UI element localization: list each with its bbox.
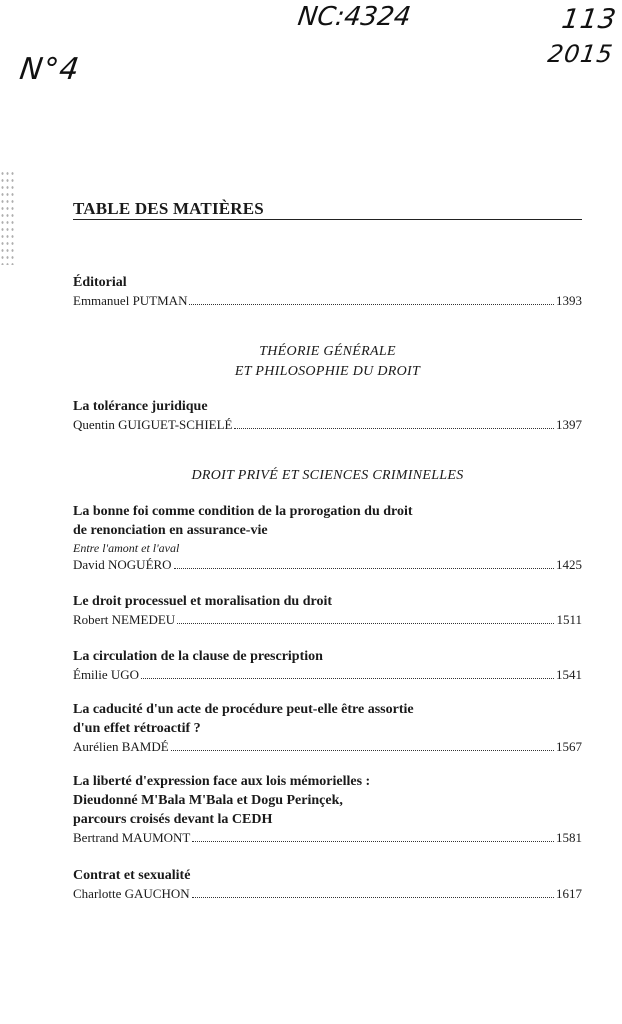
page-title: TABLE DES MATIÈRES (73, 199, 264, 218)
entry-subtitle: Entre l'amont et l'aval (73, 541, 180, 555)
entry-page: 1541 (556, 667, 582, 682)
entry-title: La caducité d'un acte de procédure peut-elle être assortie (73, 702, 414, 717)
entry-author: Charlotte GAUCHON (73, 886, 190, 901)
toc-entry (73, 700, 582, 756)
entry-author-line (73, 556, 582, 574)
entry-author-line (73, 885, 582, 903)
section-heading-line: DROIT PRIVÉ ET SCIENCES CRIMINELLES (191, 468, 464, 483)
dot-leader (192, 897, 554, 898)
entry-title: La bonne foi comme condition de la prorogation du droit (73, 504, 413, 519)
toc-entry (73, 592, 582, 629)
entry-author: Quentin GUIGUET-SCHIELÉ (73, 417, 233, 432)
handwritten-nc-number: NC:4324 (295, 2, 413, 32)
entry-title: Dieudonné M'Bala M'Bala et Dogu Perinçek, (73, 793, 343, 808)
handwritten-year: 2015 (546, 40, 616, 68)
entry-title: parcours croisés devant la CEDH (73, 812, 273, 827)
toc-entry (73, 772, 582, 847)
toc-entry (73, 502, 582, 574)
dot-leader (189, 304, 554, 305)
entry-title: de renonciation en assurance-vie (73, 523, 268, 538)
scan-artifact (0, 170, 14, 265)
entry-author: David NOGUÉRO (73, 557, 172, 572)
entry-page: 1425 (556, 557, 582, 572)
entry-author-line (73, 738, 582, 756)
entry-author: Robert NEMEDEU (73, 612, 176, 627)
entry-title: Éditorial (73, 275, 127, 290)
dot-leader (177, 623, 554, 624)
title-divider (73, 219, 582, 220)
entry-author-line (73, 292, 582, 310)
section-heading-line: THÉORIE GÉNÉRALE (259, 344, 396, 359)
entry-title: La circulation de la clause de prescription (73, 649, 323, 664)
dot-leader (234, 428, 554, 429)
entry-author: Bertrand MAUMONT (73, 830, 191, 845)
toc-entry (73, 866, 582, 903)
entry-title: Contrat et sexualité (73, 868, 191, 883)
entry-author: Émilie UGO (73, 667, 140, 682)
entry-title: La tolérance juridique (73, 399, 208, 414)
dot-leader (141, 678, 554, 679)
toc-entry-editorial (73, 273, 582, 310)
entry-author: Emmanuel PUTMAN (73, 293, 188, 308)
dot-leader (174, 568, 554, 569)
entry-author-line (73, 611, 582, 629)
entry-author-line (73, 829, 582, 847)
section-heading-line: ET PHILOSOPHIE DU DROIT (234, 364, 421, 379)
entry-page: 1397 (556, 417, 582, 432)
entry-title: La liberté d'expression face aux lois mémorielles : (73, 774, 371, 789)
entry-page: 1567 (556, 739, 582, 754)
entry-author-line (73, 416, 582, 434)
section-heading-theorie (73, 342, 582, 382)
toc-entry (73, 397, 582, 434)
entry-author: Aurélien BAMDÉ (73, 739, 169, 754)
entry-page: 1617 (556, 886, 582, 901)
handwritten-fraction: 113 (559, 4, 619, 35)
entry-page: 1581 (556, 830, 582, 845)
handwritten-issue-number: N°4 (17, 52, 82, 87)
dot-leader (171, 750, 554, 751)
entry-title: Le droit processuel et moralisation du droit (73, 594, 332, 609)
entry-author-line (73, 666, 582, 684)
entry-title: d'un effet rétroactif ? (73, 721, 201, 736)
section-heading-droit-prive (73, 466, 582, 486)
entry-page: 1393 (556, 293, 582, 308)
toc-entry (73, 647, 582, 684)
dot-leader (192, 841, 554, 842)
entry-page: 1511 (556, 612, 582, 627)
